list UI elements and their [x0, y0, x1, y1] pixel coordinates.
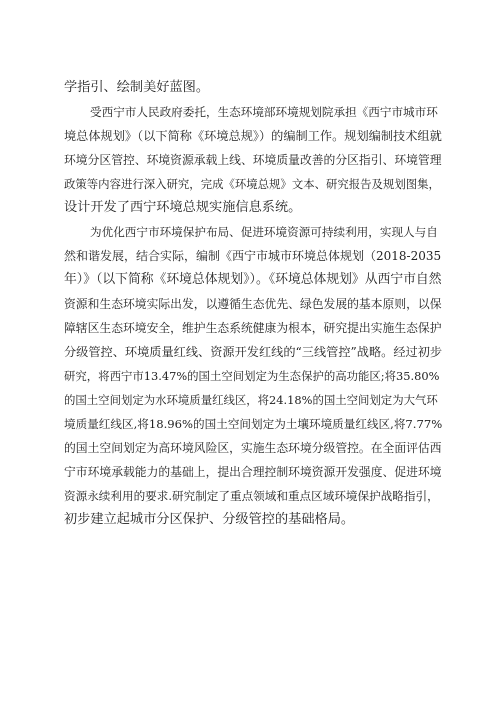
paragraph-intro: [64, 76, 442, 100]
text-line: 设计开发了西宁环境总规实施信息系统。: [64, 200, 302, 215]
text-line: 障辖区生态环境安全，维护生态系统健康为根本，研究提出实施生态保护: [64, 321, 442, 335]
document-page: [64, 76, 442, 532]
paragraph-commission: [64, 100, 442, 220]
text-line: 的国土空间划定为高环境风险区，实施生态环境分级管控。在全面评估西: [64, 441, 442, 455]
text-line: 的国土空间划定为水环境质量红线区，将24.18%的国土空间划定为大气环: [64, 393, 438, 407]
text-line: 宁市环境承载能力的基础上，提出合理控制环境资源开发强度、促进环境: [64, 465, 442, 479]
text-line: 研究，将西宁市13.47%的国土空间划定为生态保护的高功能区;将35.80%: [64, 369, 440, 383]
text-line: 为优化西宁市环境保护布局、促进环境资源可持续利用，实现人与自: [90, 225, 438, 239]
text-line: 政策等内容进行深入研究，完成《环境总规》文本、研究报告及规划图集，: [64, 177, 440, 191]
text-line: 资源和生态环境实际出发，以遵循生态优先、绿色发展的基本原则，以保: [64, 297, 442, 311]
text-line: 境总体规划》（以下简称《环境总规》）的编制工作。规划编制技术组就: [64, 129, 442, 143]
text-line: 初步建立起城市分区保护、分级管控的基础格局。: [64, 512, 355, 527]
text-line: 资源永续利用的要求.研究制定了重点领域和重点区域环境保护战略指引，: [64, 489, 439, 503]
text-line: 境质量红线区,将18.96%的国土空间划定为土壤环境质量红线区,将7.77%: [64, 417, 443, 431]
text-line: 分级管控、环境质量红线、资源开发红线的“三线管控”战略。经过初步: [64, 345, 443, 359]
text-line: 受西宁市人民政府委托，生态环境部环境规划院承担《西宁市城市环: [90, 105, 438, 119]
text-line: 学指引、绘制美好蓝图。: [64, 80, 210, 95]
text-line: 年）》（以下简称《环境总体规划》）。《环境总体规划》从西宁市自然: [64, 272, 442, 287]
text-line: 环境分区管控、环境资源承载上线、环境质量改善的分区指引、环境管理: [64, 153, 442, 167]
paragraph-plan-summary: [64, 220, 442, 532]
text-line: 然和谐发展，结合实际，编制《西宁市城市环境总体规划（2018-2035: [64, 249, 442, 263]
